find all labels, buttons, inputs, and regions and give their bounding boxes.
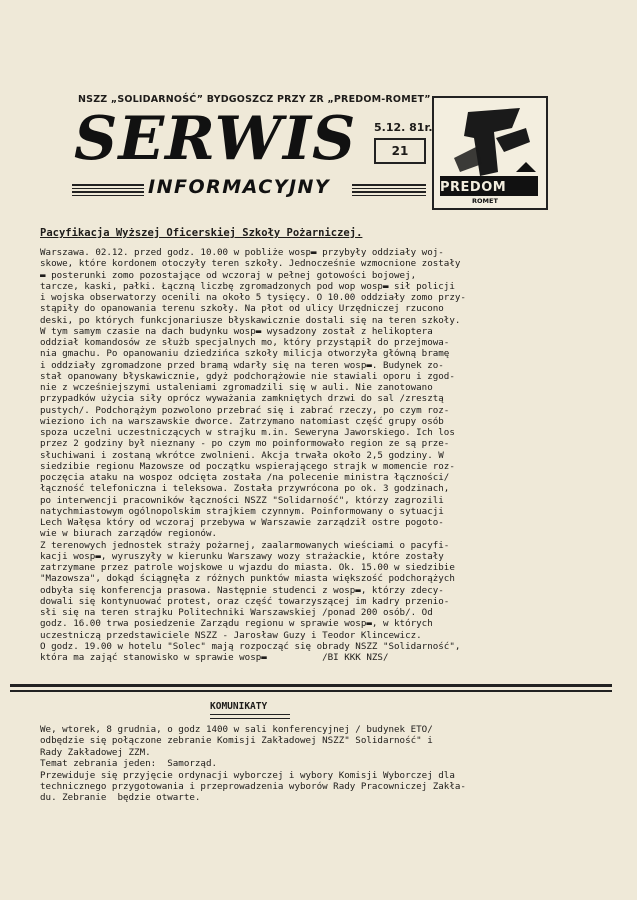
predom-romet-logo — [432, 96, 548, 210]
article-line: wieziono ich na warszawskie dworce. Zatrzymano natomiast część grupy osób — [40, 415, 444, 427]
article-line: spoza uczelni uczestniczących w strajku m.in. Seweryna Jaworskiego. Ich los — [40, 427, 455, 438]
article-line: kacji wosp▬, wyruszyły w kierunku Warszawy wozy strażackie, które zostały — [40, 550, 444, 562]
komunikaty-body — [40, 724, 600, 804]
article-line: stał opanowany błyskawicznie, gdyż podchorążowie nie stawiali oporu i zgod- — [40, 370, 455, 382]
article-line: słi się na teren strajku Politechniki Warszawskiej /ponad 200 osób/. Od — [40, 607, 433, 618]
issue-date: 5.12. 81r. — [374, 121, 433, 134]
article-line: tarcze, kaski, pałki. Łączną liczbę zgromadzonych pod wop wosp▬ sił policji — [40, 280, 455, 292]
article-line: i wojska obserwatorzy ocenili na około 5 tysięcy. O 10.00 oddziały zomo przy- — [40, 292, 466, 303]
article-line: nia gmachu. Po opanowaniu dziedzińca szkoły milicja otworzyła główną bramę — [40, 348, 450, 360]
article-line: po interwencji pracowników łączności NSZZ "Solidarność", którzy zagrozili — [40, 494, 444, 506]
article-line: skowe, które kordonem otoczyły teren szkoły. Jednocześnie wzmocnione zostały — [40, 258, 461, 270]
article-line: oddział komandosów ze służb specjalnych mo, który przystąpił do przejmowa- — [40, 337, 450, 348]
article-line: ▬ posterunki zomo pozostające od wczoraj w pełnej gotowości bojowej, — [40, 269, 417, 281]
article-line: godz. 16.00 trwa posiedzenie Zarządu regionu w sprawie wosp▬, w których — [40, 618, 433, 630]
issue-number: 21 — [374, 138, 426, 164]
article-line: Warszawa. 02.12. przed godz. 10.00 w pobliże wosp▬ przybyły oddziały woj- — [40, 247, 444, 258]
article-line: która ma zająć stanowisko w sprawie wosp▬ /BI KKK NZS/ — [40, 652, 389, 663]
article-line: nie z wcześniejszymi ustaleniami zgromadzili się w auli. Nie zanotowano — [40, 382, 433, 393]
article-line: dowali się kontynuować protest, oraz część towarzyszącej im kadry przenio- — [40, 595, 450, 607]
article-line: przez 2 godziny był nieznany - po czym mo poinformowało region ze są prze- — [40, 438, 450, 450]
article-line: Lech Wałęsa który od wczoraj przebywa w Warszawie zarządził ostre pogoto- — [40, 517, 444, 528]
article-line: przypadków użycia siły oprócz wyważania zamkniętych drzwi do sal /zresztą — [40, 393, 444, 405]
article-line: i oddziały zgromadzone przed bramą wdarły się na teren wosp▬. Budynek zo- — [40, 359, 444, 371]
komunikaty-heading: KOMUNIKATY — [210, 701, 268, 712]
article-line: W tym samym czasie na dach budynku wosp▬ wysadzony został z helikoptera — [40, 325, 433, 337]
article-line: wie w biurach zarządów regionów. — [40, 528, 218, 540]
komunikat-line: du. Zebranie będzie otwarte. — [40, 792, 201, 804]
article-line: siedzibie regionu Mazowsze od początku wspierającego strajk w momencie roz- — [40, 460, 455, 472]
article-title: Pacyfikacja Wyższej Oficerskiej Szkoły Pożarniczej. — [40, 227, 363, 239]
section-divider-bottom — [10, 690, 612, 692]
article-line: odbyła się konferencja prasowa. Następnie studenci z wosp▬, którzy zdecy- — [40, 584, 444, 596]
article-body — [40, 247, 586, 663]
article-line: stąpiły do opanowania terenu szkoły. Na płot od ulicy Urzędniczej rzucono — [40, 303, 444, 315]
article-line: Z terenowych jednostek straży pożarnej, zaalarmowanych wieściami o pacyfi- — [40, 539, 450, 551]
article-line: O godz. 19.00 w hotelu "Solec" mają rozpocząć się obrady NSZZ "Solidarność", — [40, 640, 461, 652]
komunikat-line: odbędzie się połączone zebranie Komisji Zakładowej NSZZ" Solidarność" i — [40, 735, 433, 747]
article-line: natychmiastowym ogólnopolskim strajkiem czynnym. Poinformowany o sytuacji — [40, 505, 444, 517]
komunikat-line: technicznego przygotowania i przeprowadzenia wyborów Rady Pracowniczej Zakła- — [40, 781, 466, 793]
article-line: poczęcia ataku na wospoz odcięta została /na polecenie ministra łączności/ — [40, 472, 450, 483]
organization-line: NSZZ „SOLIDARNOŚĆ” BYDGOSZCZ PRZY ZR „PREDOM-ROMET” — [78, 94, 431, 105]
section-divider-top — [10, 684, 612, 687]
article-line: zatrzymane przez patrole wojskowe u wjazdu do miasta. Ok. 15.00 w siedzibie — [40, 562, 455, 573]
article-line: uczestniczą przedstawiciele NSZZ - Jarosław Guzy i Teodor Klincewicz. — [40, 629, 422, 641]
logo-brand-subtext: ROMET — [472, 197, 498, 205]
logo-brand-text: PREDOM — [440, 180, 507, 195]
masthead-title: SERWIS — [74, 104, 357, 174]
article-line: łączność telefoniczna i teleksowa. Została przywrócona po ok. 3 godzinach, — [40, 483, 450, 495]
article-line: pustych/. Podchorążym pozwolono przebrać się i zabrać rzeczy, po czym roz- — [40, 404, 450, 416]
komunikat-line: Temat zebrania jeden: Samorząd. — [40, 758, 218, 770]
komunikat-line: We, wtorek, 8 grudnia, o godz 1400 w sali konferencyjnej / budynek ETO/ — [40, 724, 433, 735]
masthead-rule-left — [72, 184, 144, 196]
article-line: "Mazowsza", dokąd ściągnęła z różnych punktów miasta większość podchorążych — [40, 573, 455, 585]
komunikat-line: Rady Zakładowej ZZM. — [40, 746, 151, 758]
article-line: słuchiwani i zostaną wkrótce zwolnieni. Akcja trwała około 2,5 godziny. W — [40, 449, 444, 461]
komunikat-line: Przewiduje się przyjęcie ordynacji wyborczej i wybory Komisji Wyborczej dla — [40, 769, 455, 781]
masthead-rule-right — [352, 184, 426, 196]
masthead-subtitle: INFORMACYJNY — [148, 176, 331, 198]
article-line: deski, po których funkcjonariusze błyskawicznie dostali się na teren szkoły. — [40, 314, 461, 326]
komunikaty-underline — [210, 714, 290, 719]
